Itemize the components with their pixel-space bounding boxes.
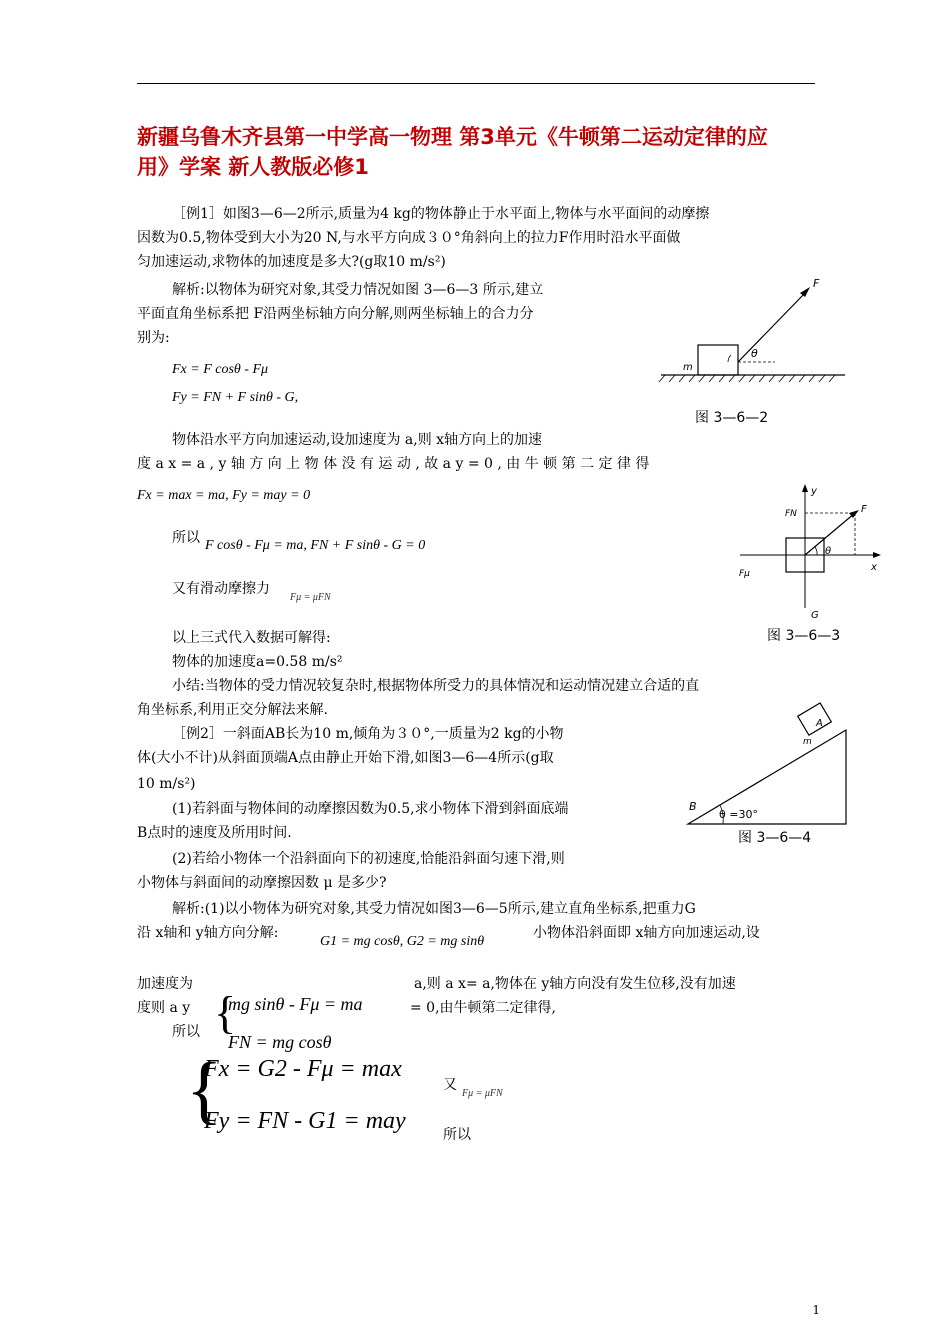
label-angle: θ =30° <box>719 808 758 821</box>
ex1-line-2: 因数为0.5,物体受到大小为20 N,与水平方向成３０°角斜向上的拉力F作用时沿水平面做 <box>137 230 681 246</box>
ex1-solution-1: 解析:以物体为研究对象,其受力情况如图 3—6—3 所示,建立 <box>172 282 544 298</box>
eq-newton: Fx = max = ma, Fy = may = 0 <box>137 488 311 503</box>
label-theta: θ <box>751 347 758 360</box>
title-line-2: 用》学案 新人教版必修1 <box>137 155 369 179</box>
label-F: F <box>861 504 867 515</box>
block <box>698 345 738 375</box>
ex2-line-2: 体(大小不计)从斜面顶端A点由静止开始下滑,如图3—6—4所示(g取 <box>137 750 554 766</box>
ex2-sol-1: 解析:(1)以小物体为研究对象,其受力情况如图3—6—5所示,建立直角坐标系,把重力G <box>172 901 696 917</box>
header-rule <box>137 83 815 84</box>
ex1-motion-2: 度 a x = a , y 轴 方 向 上 物 体 没 有 运 动 , 故 a y = 0 , 由 牛 顿 第 二 定 律 得 <box>137 456 650 472</box>
ex1-solution-3: 别为: <box>137 330 170 346</box>
ex1-summary-1: 小结:当物体的受力情况较复杂时,根据物体所受力的具体情况和运动情况建立合适的直 <box>172 678 700 694</box>
label-FN: FN <box>785 509 797 519</box>
angle-arc <box>815 547 817 555</box>
eq-system1-b: FN = mg cosθ <box>228 1032 332 1052</box>
eq-also: Fμ = μFN <box>462 1088 503 1099</box>
caption-3-6-4: 图 3—6—4 <box>738 830 812 846</box>
document-title <box>137 122 817 182</box>
ground-hatching <box>659 375 835 382</box>
eq-g-components: G1 = mg cosθ, G2 = mg sinθ <box>320 934 485 949</box>
label-y: y <box>811 486 817 497</box>
ex2-line-3: 10 m/s²) <box>137 776 196 792</box>
figure-3-6-4 <box>683 700 858 850</box>
ex2-sol-4a: 度则 a y <box>137 1000 191 1016</box>
eq-system2-b: Fy = FN - G1 = may <box>204 1108 406 1134</box>
ex1-line-1: ［例1］如图3—6—2所示,质量为4 kg的物体静止于水平面上,物体与水平面间的动摩擦 <box>172 206 710 222</box>
label-m: m <box>683 362 693 373</box>
system-brace-2: { <box>186 1048 223 1132</box>
ex1-friction-label: 又有滑动摩擦力 <box>172 581 270 597</box>
system-brace-1: { <box>214 987 237 1038</box>
ex2-sol-3b: a,则 a x= a,物体在 y轴方向没有发生位移,没有加速 <box>414 976 736 992</box>
label-A: A <box>816 718 823 729</box>
force-arrowhead <box>800 287 810 297</box>
ex2-sol-2b: 小物体沿斜面即 x轴方向加速运动,设 <box>533 925 760 941</box>
ex2-sol-4b: = 0,由牛顿第二定律得, <box>410 1000 556 1016</box>
ex2-line-1: ［例2］一斜面AB长为10 m,倾角为３０°,一质量为2 kg的小物 <box>172 726 564 742</box>
eq-fx: Fx = F cosθ - Fμ <box>172 362 269 377</box>
ex2-q1-b: B点时的速度及所用时间. <box>137 825 292 841</box>
ex1-result: 物体的加速度a=0.58 m/s² <box>172 654 343 670</box>
ex2-sol-3a: 加速度为 <box>137 976 193 992</box>
title-line-1: 新疆乌鲁木齐县第一中学高一物理 第3单元《牛顿第二运动定律的应 <box>137 125 768 149</box>
ex2-so: 所以 <box>172 1024 200 1040</box>
ex1-solution-2: 平面直角坐标系把 F沿两坐标轴方向分解,则两坐标轴上的合力分 <box>137 306 534 322</box>
ex1-summary-2: 角坐标系,利用正交分解法来解. <box>137 702 328 718</box>
ex1-substitute: 以上三式代入数据可解得: <box>172 630 331 646</box>
ex2-q2-b: 小物体与斜面间的动摩擦因数 μ 是多少? <box>137 875 387 891</box>
ex1-so: 所以 <box>172 530 200 546</box>
label-B: B <box>689 800 697 813</box>
eq-system2-a: Fx = G2 - Fμ = max <box>204 1056 402 1082</box>
angle-arc <box>728 355 731 362</box>
ex2-so-2: 所以 <box>443 1127 471 1143</box>
caption-3-6-2: 图 3—6—2 <box>695 410 769 426</box>
ex2-sol-2a: 沿 x轴和 y轴方向分解: <box>137 925 279 941</box>
label-G: G <box>811 610 819 621</box>
figure-3-6-3 <box>735 480 885 648</box>
incline <box>688 730 846 824</box>
y-axis-arrowhead <box>802 484 808 492</box>
ex1-motion-1: 物体沿水平方向加速运动,设加速度为 a,则 x轴方向上的加速 <box>172 432 543 448</box>
eq-so: F cosθ - Fμ = ma, FN + F sinθ - G = 0 <box>205 538 426 553</box>
eq-system1-a: mg sinθ - Fμ = ma <box>228 994 363 1014</box>
ex2-q2-a: (2)若给小物体一个沿斜面向下的初速度,恰能沿斜面匀速下滑,则 <box>172 851 565 867</box>
force-arrow <box>738 291 807 362</box>
label-F: F <box>813 277 820 290</box>
label-theta: θ <box>825 546 832 557</box>
eq-friction: Fμ = μFN <box>290 592 331 603</box>
ex2-q1-a: (1)若斜面与物体间的动摩擦因数为0.5,求小物体下滑到斜面底端 <box>172 801 569 817</box>
figure-3-6-2 <box>655 275 850 430</box>
page-number: 1 <box>812 1303 820 1317</box>
ex2-also: 又 <box>443 1077 457 1093</box>
label-Fmu: Fμ <box>739 569 750 579</box>
block-A <box>798 703 832 735</box>
label-m: m <box>803 737 812 747</box>
ex1-line-3: 匀加速运动,求物体的加速度是多大?(g取10 m/s²) <box>137 254 446 270</box>
eq-fy: Fy = FN + F sinθ - G, <box>172 390 299 405</box>
label-x: x <box>871 562 877 573</box>
caption-3-6-3: 图 3—6—3 <box>767 628 841 644</box>
x-axis-arrowhead <box>873 552 881 558</box>
